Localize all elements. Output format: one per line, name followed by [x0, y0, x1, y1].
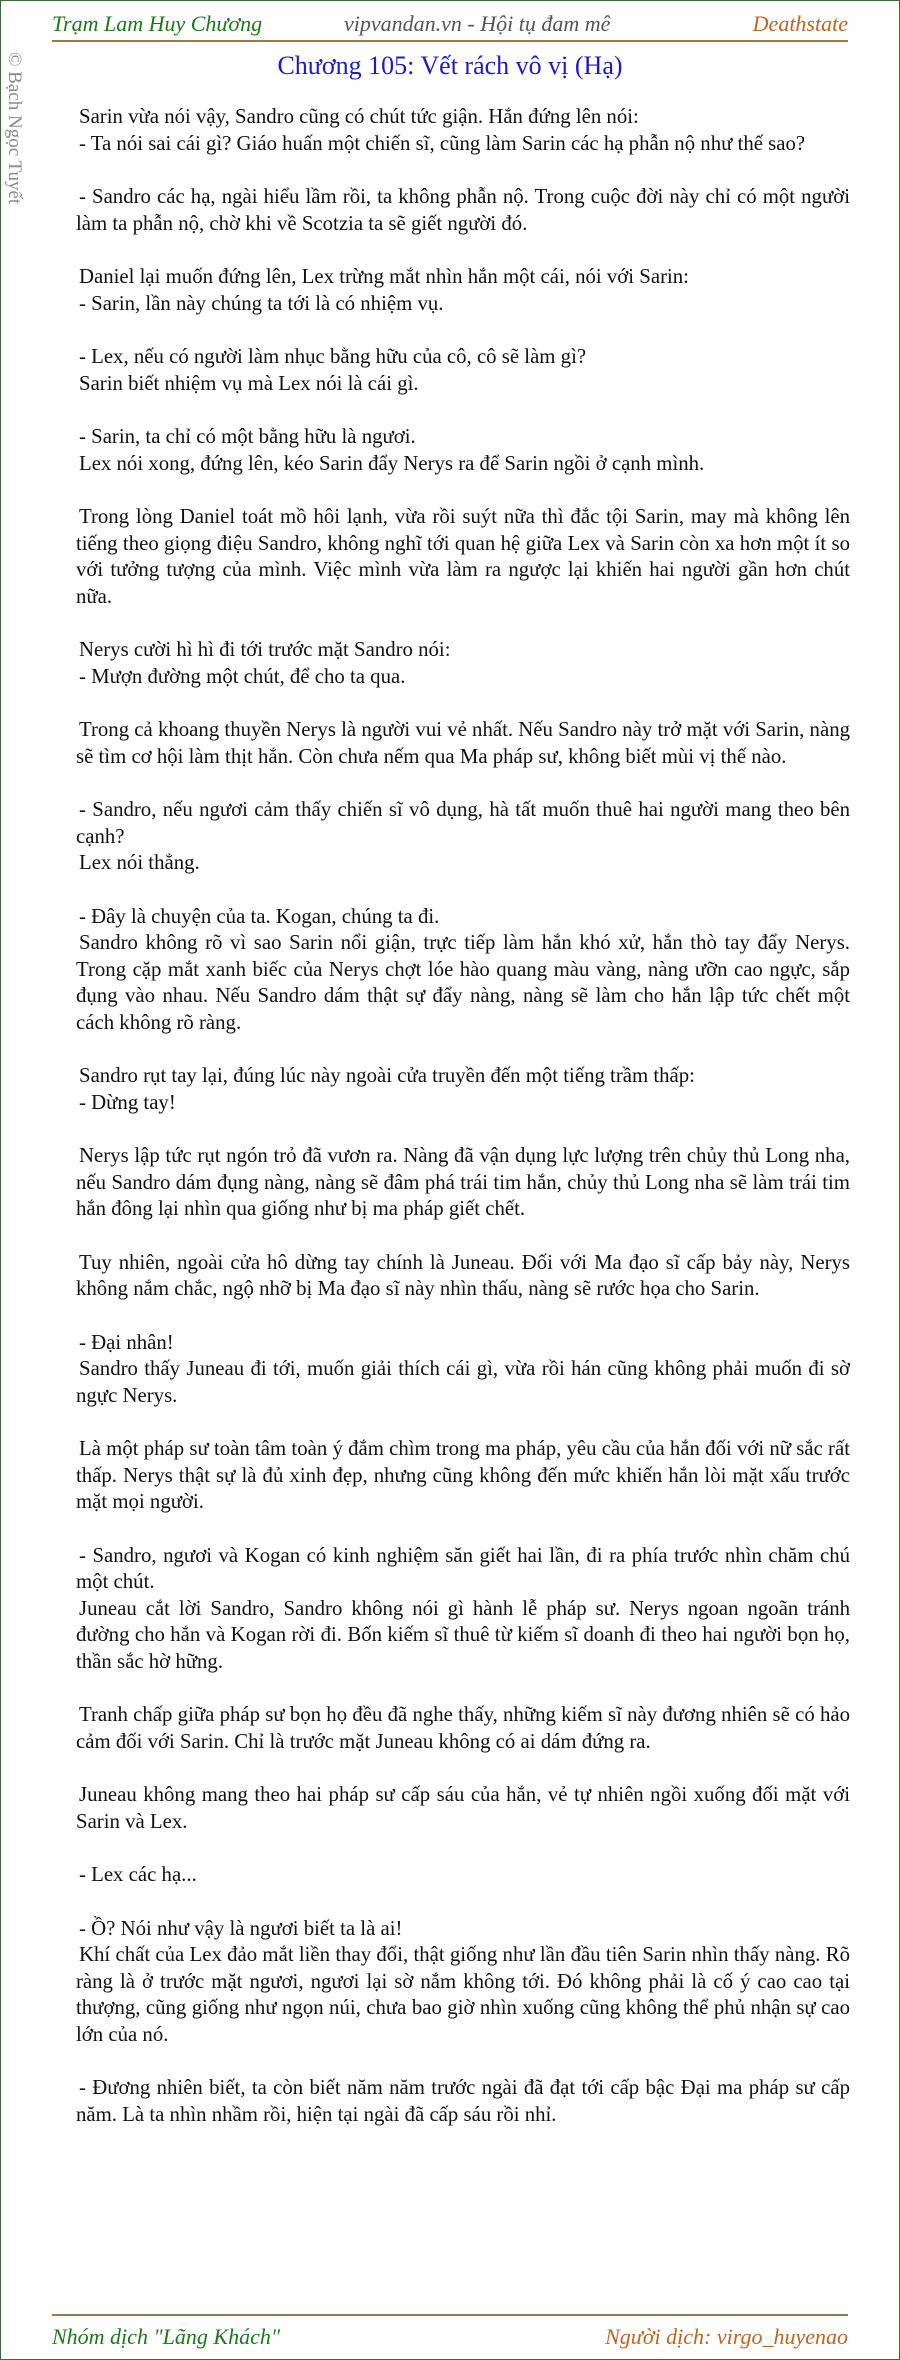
paragraph-line: - Ta nói sai cái gì? Giáo huấn một chiến sĩ, cũng làm Sarin các hạ phẫn nộ như thế sao? — [79, 131, 806, 155]
paragraph — [76, 344, 850, 397]
paragraph-line: - Dừng tay! — [79, 1090, 176, 1114]
paragraph — [76, 717, 850, 770]
paragraph-line: Daniel lại muốn đứng lên, Lex trừng mắt nhìn hắn một cái, nói với Sarin: — [79, 265, 689, 288]
paragraph-line: Tuy nhiên, ngoài cửa hô dừng tay chính là Juneau. Đối với Ma đạo sĩ cấp bảy này, Nerys không nắm chắc, ngộ nhỡ bị Ma đạo sĩ này nhìn thấu, nàng sẽ rước họa cho Sarin. — [76, 1250, 850, 1300]
paragraph-line: - Đương nhiên biết, ta còn biết năm năm trước ngài đã đạt tới cấp bậc Đại ma pháp sư cấp năm. Là ta nhìn nhầm rồi, hiện tại ngài đã cấp sáu rồi nhỉ. — [76, 2076, 850, 2126]
paragraph-line: - Lex các hạ... — [79, 1863, 197, 1886]
paragraph-line: Sandro thấy Juneau đi tới, muốn giải thích cái gì, vừa rồi hán cũng không phải muốn đi sờ ngực Nerys. — [76, 1357, 850, 1407]
paragraph — [76, 424, 850, 477]
paragraph — [76, 504, 850, 610]
site-name: Trạm Lam Huy Chương — [52, 11, 263, 36]
paragraph-line: - Sarin, lần này chúng ta tới là có nhiệm vụ. — [79, 291, 444, 315]
side-watermark — [4, 52, 38, 252]
paragraph-line: - Ồ? Nói như vậy là ngươi biết ta là ai! — [79, 1916, 403, 1940]
paragraph-line: Juneau không mang theo hai pháp sư cấp sáu của hắn, vẻ tự nhiên ngồi xuống đối mặt với Sarin và Lex. — [76, 1783, 850, 1833]
paragraph-line: Lex nói xong, đứng lên, kéo Sarin đẩy Nerys ra để Sarin ngồi ở cạnh mình. — [79, 451, 705, 475]
page-footer — [52, 2322, 848, 2352]
paragraph — [76, 2075, 850, 2128]
paragraph — [76, 1862, 850, 1889]
paragraph-line: Sarin biết nhiệm vụ mà Lex nói là cái gì. — [79, 371, 419, 395]
paragraph-line: - Lex, nếu có người làm nhục bằng hữu của cô, cô sẽ làm gì? — [79, 345, 587, 368]
paragraph-line: Trong lòng Daniel toát mồ hôi lạnh, vừa rồi suýt nữa thì đắc tội Sarin, may mà không lên tiếng theo giọng điệu Sandro, không nghĩ tới quan hệ giữa Lex và Sarin còn xa hơn một ít so với tưởng tượng của mình. Việc mình vừa làm ra ngược lại khiến hai người gần hơn chút nữa. — [76, 505, 850, 608]
paragraph-line: - Mượn đường một chút, để cho ta qua. — [79, 664, 406, 688]
chapter-body — [76, 104, 850, 2155]
paragraph-line: Nerys lập tức rụt ngón trỏ đã vươn ra. Nàng đã vận dụng lực lượng trên chủy thủ Long nha, nếu Sandro dám đụng nàng, nàng sẽ đâm phá trái tim hắn, chủy thủ Long nha sẽ làm trái tim hắn đông lại nhìn qua giống như bị ma pháp giết chết. — [76, 1144, 850, 1220]
paragraph — [76, 1330, 850, 1410]
paragraph — [76, 1143, 850, 1223]
side-watermark-text: © Bạch Ngọc Tuyết — [4, 52, 25, 205]
paragraph-line: Tranh chấp giữa pháp sư bọn họ đều đã nghe thấy, những kiếm sĩ này đương nhiên sẽ có hảo cảm đối với Sarin. Chỉ là trước mặt Juneau không có ai dám đứng ra. — [76, 1703, 850, 1753]
paragraph — [76, 1063, 850, 1116]
page-header — [52, 10, 848, 42]
paragraph-line: Lex nói thẳng. — [79, 851, 200, 874]
paragraph-line: - Đại nhân! — [79, 1330, 174, 1354]
chapter-title: Chương 105: Vết rách vô vị (Hạ) — [277, 51, 623, 80]
footer-rule — [52, 2314, 848, 2316]
paragraph-line: Sandro không rõ vì sao Sarin nổi giận, trực tiếp làm hắn khó xử, hắn thò tay đẩy Nerys. Trong cặp mắt xanh biếc của Nerys chợt lóe hào quang màu vàng, nàng ưỡn cao ngực, sắp đụng vào nhau. Nếu Sandro dám thật sự đẩy nàng, nàng sẽ làm cho hắn lập tức chết một cách không rõ ràng. — [76, 931, 850, 1034]
paragraph — [76, 1916, 850, 2049]
paragraph-line: - Đây là chuyện của ta. Kogan, chúng ta đi. — [79, 904, 440, 928]
paragraph — [76, 1702, 850, 1755]
paragraph — [76, 1250, 850, 1303]
paragraph — [76, 104, 850, 157]
paragraph — [76, 797, 850, 877]
paragraph — [76, 637, 850, 690]
paragraph-line: Juneau cắt lời Sandro, Sandro không nói gì hành lễ pháp sư. Nerys ngoan ngoãn tránh đường cho hắn và Kogan rời đi. Bốn kiếm sĩ thuê từ kiếm sĩ doanh đi theo hai người bọn họ, thần sắc hờ hững. — [76, 1596, 850, 1673]
paragraph-line: Trong cả khoang thuyền Nerys là người vui vẻ nhất. Nếu Sandro này trở mặt với Sarin, nàng sẽ tìm cơ hội làm thịt hắn. Còn chưa nếm qua Ma pháp sư, không biết mùi vị thế nào. — [76, 718, 850, 768]
paragraph — [76, 904, 850, 1037]
paragraph — [76, 184, 850, 237]
site-tagline: vipvandan.vn - Hội tụ đam mê — [344, 11, 611, 36]
paragraph — [76, 1782, 850, 1835]
paragraph — [76, 1436, 850, 1516]
novel-title: Deathstate — [752, 11, 848, 36]
paragraph-line: Là một pháp sư toàn tâm toàn ý đắm chìm trong ma pháp, yêu cầu của hắn đối với nữ sắc rất thấp. Nerys thật sự là đủ xinh đẹp, nhưng cũng không đến mức khiến hắn lòi mặt xấu trước mặt mọi người. — [76, 1437, 850, 1513]
paragraph — [76, 264, 850, 317]
paragraph-line: Sarin vừa nói vậy, Sandro cũng có chút tức giận. Hắn đứng lên nói: — [79, 105, 639, 128]
paragraph-line: Nerys cười hì hì đi tới trước mặt Sandro nói: — [79, 638, 451, 661]
paragraph-line: Sandro rụt tay lại, đúng lúc này ngoài cửa truyền đến một tiếng trầm thấp: — [79, 1064, 695, 1087]
paragraph-line: - Sandro các hạ, ngài hiểu lầm rồi, ta không phẫn nộ. Trong cuộc đời này chỉ có một người làm ta phẫn nộ, chờ khi về Scotzia ta sẽ giết người đó. — [76, 185, 850, 235]
header-rule — [52, 40, 848, 42]
translator-credit: Người dịch: virgo_huyenao — [605, 2324, 848, 2349]
paragraph-line: - Sandro, ngươi và Kogan có kinh nghiệm săn giết hai lần, đi ra phía trước nhìn chăm chú một chút. — [76, 1543, 850, 1593]
paragraph-line: Khí chất của Lex đảo mắt liền thay đổi, thật giống như lần đầu tiên Sarin nhìn thấy nàng. Rõ ràng là ở trước mặt ngươi, ngươi lại sờ nắm không tới. Đó không phải là cố ý cao cao tại thượng, cũng giống như ngọn núi, chưa bao giờ nhìn xuống cũng không thể phủ nhận sự cao lớn của nó. — [76, 1943, 850, 2046]
paragraph-line: - Sandro, nếu ngươi cảm thấy chiến sĩ vô dụng, hà tất muốn thuê hai người mang theo bên cạnh? — [76, 798, 850, 848]
translation-group: Nhóm dịch "Lãng Khách" — [52, 2324, 281, 2349]
paragraph-line: - Sarin, ta chỉ có một bằng hữu là ngươi. — [79, 425, 416, 448]
paragraph — [76, 1543, 850, 1676]
